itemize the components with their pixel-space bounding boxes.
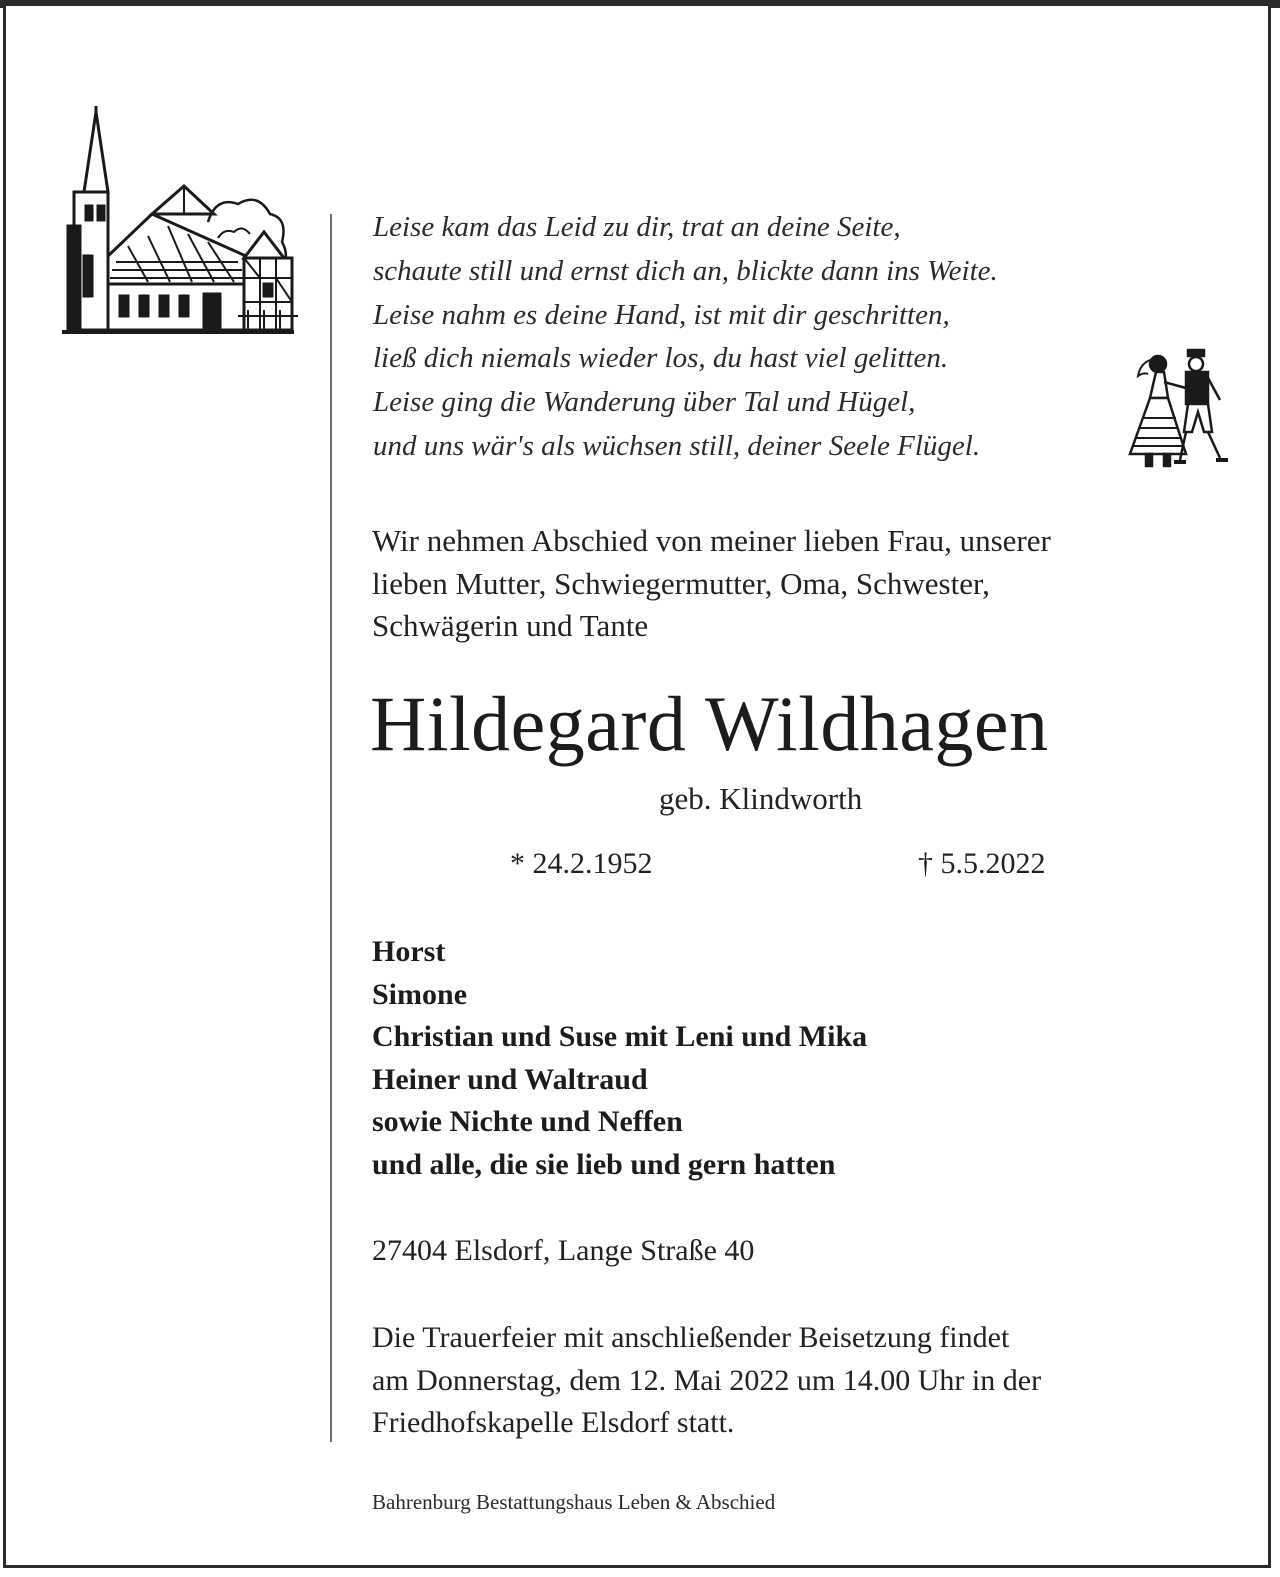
mourner-line: Heiner und Waltraud — [372, 1062, 648, 1096]
mourner-line: Simone — [372, 977, 468, 1011]
poem-line: schaute still und ernst dich an, blickte dann ins Weite. — [373, 254, 998, 287]
poem-line: Leise nahm es deine Hand, ist mit dir geschritten, — [373, 298, 950, 331]
mourner-line: und alle, die sie lieb und gern hatten — [372, 1147, 836, 1181]
funeral-line: Die Trauerfeier mit anschließender Beisetzung findet — [372, 1321, 1010, 1354]
farewell-intro — [372, 520, 1232, 648]
church-illustration-icon — [58, 106, 298, 338]
intro-line: Schwägerin und Tante — [372, 608, 649, 643]
folk-dancers-icon — [1120, 348, 1232, 472]
funeral-line: Friedhofskapelle Elsdorf statt. — [372, 1406, 735, 1439]
mourner-line: sowie Nichte und Neffen — [372, 1105, 683, 1138]
maiden-name: geb. Klindworth — [659, 781, 863, 816]
deceased-name: Hildegard Wildhagen — [370, 680, 1049, 767]
poem-line: Leise kam das Leid zu dir, trat an deine Seite, — [373, 211, 901, 243]
poem-line: ließ dich niemals wieder los, du hast viel gelitten. — [373, 342, 949, 375]
poem — [373, 206, 1133, 469]
funeral-home-credit: Bahrenburg Bestattungshaus Leben & Abschied — [372, 1490, 776, 1514]
intro-line: lieben Mutter, Schwiegermutter, Oma, Schwester, — [372, 565, 990, 601]
funeral-notice — [372, 1317, 1232, 1445]
birth-date: * 24.2.1952 — [510, 847, 653, 880]
funeral-line: am Donnerstag, dem 12. Mai 2022 um 14.00 Uhr in der — [372, 1363, 1042, 1397]
mourner-line: Horst — [372, 935, 446, 968]
mourner-line: Christian und Suse mit Leni und Mika — [372, 1020, 868, 1053]
death-date: † 5.5.2022 — [918, 847, 1046, 880]
mourners-list — [372, 931, 1192, 1186]
intro-line: Wir nehmen Abschied von meiner lieben Frau, unserer — [372, 523, 1051, 558]
poem-line: Leise ging die Wanderung über Tal und Hügel, — [373, 386, 916, 419]
poem-line: und uns wär's als wüchsen still, deiner Seele Flügel. — [373, 429, 981, 462]
vertical-divider — [330, 214, 332, 1442]
family-address: 27404 Elsdorf, Lange Straße 40 — [372, 1234, 755, 1267]
